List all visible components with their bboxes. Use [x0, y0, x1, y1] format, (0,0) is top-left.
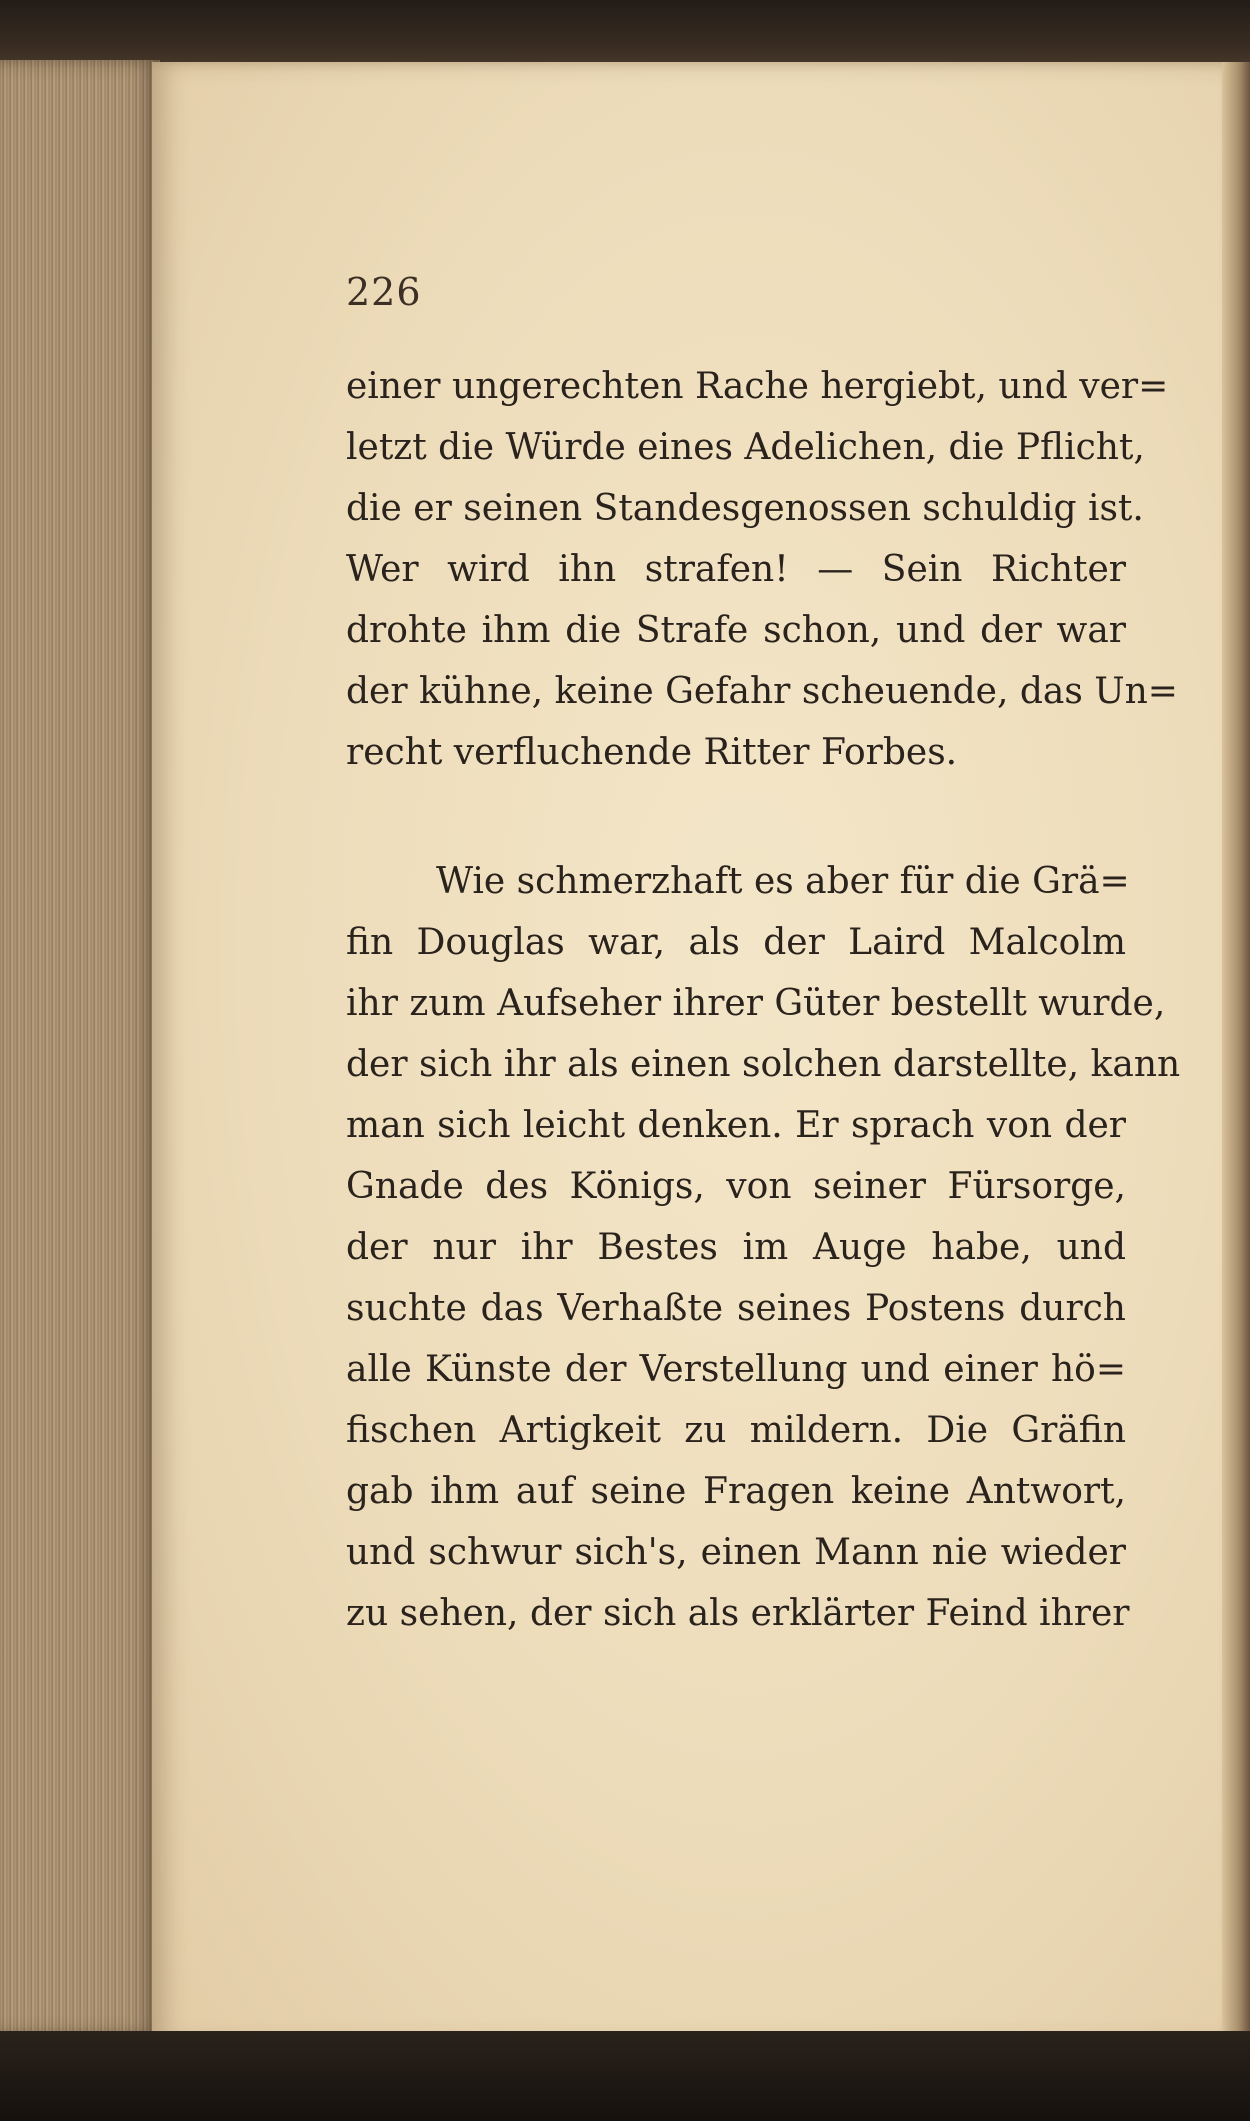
text-line: ihr zum Aufseher ihrer Güter bestellt wurde,	[346, 983, 1166, 1024]
text-line: einer ungerechten Rache hergiebt, und ver=	[346, 366, 1169, 407]
page-edges	[0, 60, 160, 2035]
text-line: letzt die Würde eines Adelichen, die Pflicht,	[346, 427, 1145, 468]
text-line: der nur ihr Bestes im Auge habe, und	[346, 1227, 1126, 1268]
text-line: suchte das Verhaßte seines Postens durch	[346, 1288, 1126, 1329]
text-line: Wie schmerzhaft es aber für die Grä=	[436, 861, 1130, 902]
text-line: drohte ihm die Strafe schon, und der war	[346, 610, 1126, 651]
text-line: gab ihm auf seine Fragen keine Antwort,	[346, 1471, 1126, 1512]
paragraph-1	[346, 356, 1178, 783]
text-line: der kühne, keine Gefahr scheuende, das Un=	[346, 671, 1178, 712]
paragraph-2	[346, 851, 1181, 1644]
text-line: die er seinen Standesgenossen schuldig ist.	[346, 488, 1144, 529]
book-cover-top	[0, 0, 1250, 70]
book-cover-bottom	[0, 2031, 1250, 2121]
text-line: fin Douglas war, als der Laird Malcolm	[346, 922, 1126, 963]
text-line: und schwur sich's, einen Mann nie wieder	[346, 1532, 1126, 1573]
right-page-edge	[1222, 62, 1250, 2042]
text-line: man sich leicht denken. Er sprach von der	[346, 1105, 1126, 1146]
page-number: 226	[346, 270, 422, 314]
text-line: zu sehen, der sich als erklärter Feind ihrer	[346, 1593, 1130, 1634]
text-line: recht verfluchende Ritter Forbes.	[346, 732, 958, 773]
text-line: Gnade des Königs, von seiner Fürsorge,	[346, 1166, 1126, 1207]
text-line: der sich ihr als einen solchen darstellte, kann	[346, 1044, 1181, 1085]
text-line: fischen Artigkeit zu mildern. Die Gräfin	[346, 1410, 1126, 1451]
text-line: alle Künste der Verstellung und einer hö=	[346, 1349, 1126, 1390]
text-line: Wer wird ihn strafen! — Sein Richter	[346, 549, 1126, 590]
